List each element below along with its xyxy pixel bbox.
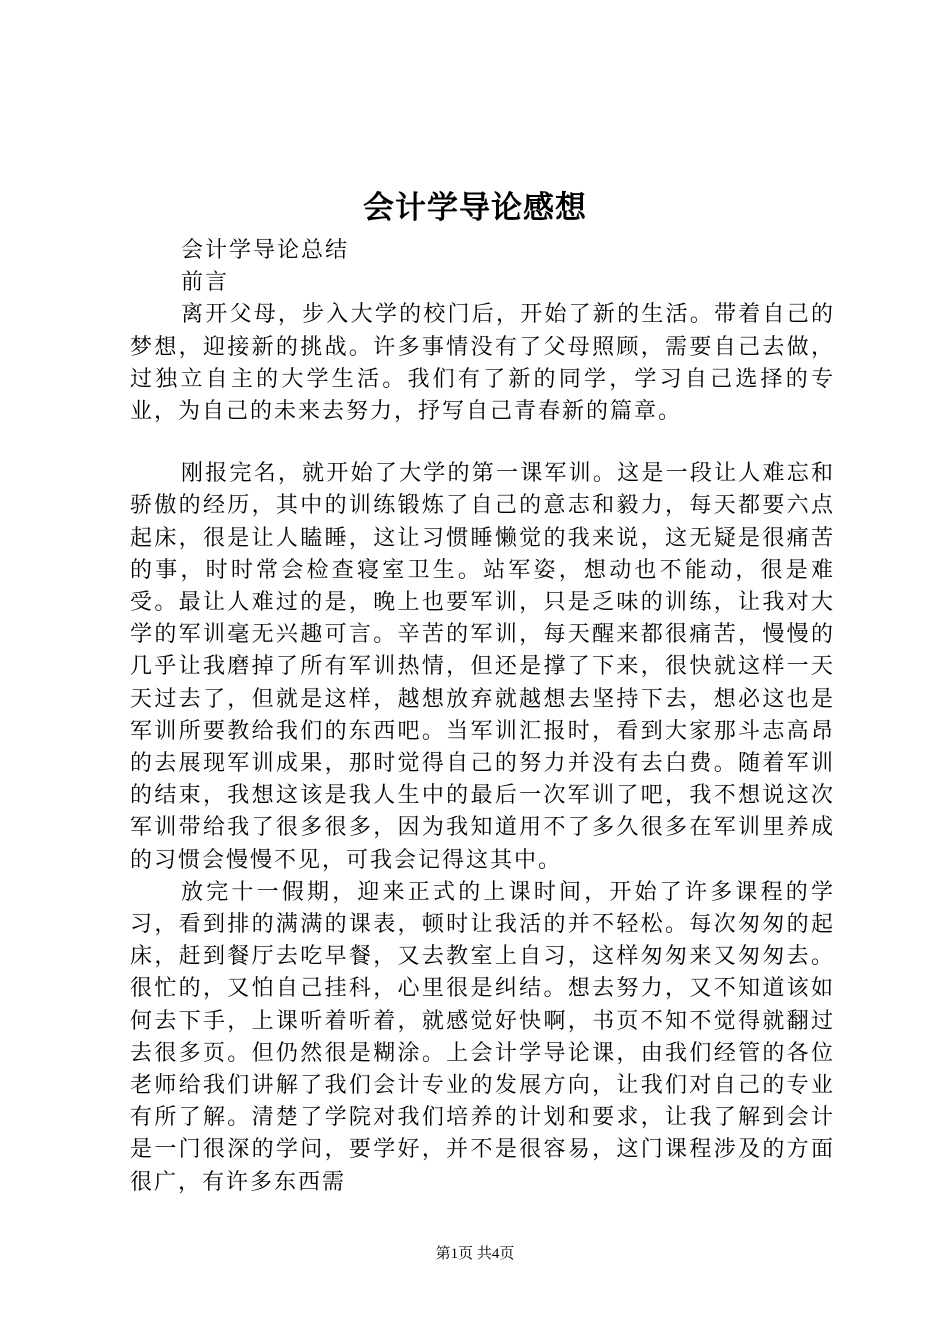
- paragraph-classes: 放完十一假期，迎来正式的上课时间，开始了许多课程的学习，看到排的满满的课表，顿时让我活的并不轻松。每次匆匆的起床，赶到餐厅去吃早餐，又去教室上自习，这样匆匆来又匆匆去。很忙的，又怕自己挂科，心里很是纠结。想去努力，又不知道该如何去下手，上课听着听着，就感觉好快啊，书页不知不觉得就翻过去很多页。但仍然很是糊涂。上会计学导论课，由我们经管的各位老师给我们讲解了我们会计专业的发展方向，让我们对自己的专业有所了解。清楚了学院对我们培养的计划和要求，让我了解到会计是一门很深的学问，要学好，并不是很容易，这门课程涉及的方面很广，有许多东西需: [130, 879, 835, 1195]
- page-footer: 第1页 共4页: [435, 1246, 515, 1262]
- preface-label: 前言: [181, 270, 230, 296]
- paragraph-gap: [130, 428, 835, 458]
- document-body: [130, 235, 835, 1199]
- subtitle-line: 会计学导论总结: [181, 238, 350, 263]
- paragraph-intro: 离开父母，步入大学的校门后，开始了新的生活。带着自己的梦想，迎接新的挑战。许多事情没有了父母照顾，需要自己去做，过独立自主的大学生活。我们有了新的同学，学习自己选择的专业，为自己的未来去努力，抒写自己青春新的篇章。: [130, 302, 835, 425]
- paragraph-military-training: 刚报完名，就开始了大学的第一课军训。这是一段让人难忘和骄傲的经历，其中的训练锻炼了自己的意志和毅力，每天都要六点起床，很是让人瞌睡，这让习惯睡懒觉的我来说，这无疑是很痛苦的事，时时常会检查寝室卫生。站军姿，想动也不能动，很是难受。最让人难过的是，晚上也要军训，只是乏味的训练，让我对大学的军训毫无兴趣可言。辛苦的军训，每天醒来都很痛苦，慢慢的几乎让我磨掉了所有军训热情，但还是撑了下来，很快就这样一天天过去了，但就是这样，越想放弃就越想去坚持下去，想必这也是军训所要教给我们的东西吧。当军训汇报时，看到大家那斗志高昂的去展现军训成果，那时觉得自己的努力并没有去白费。随着军训的结束，我想这该是我人生中的最后一次军训了吧，我不想说这次军训带给我了很多很多，因为我知道用不了多久很多在军训里养成的习惯会慢慢不见，可我会记得这其中。: [130, 461, 835, 873]
- document-title: 会计学导论感想: [363, 190, 587, 226]
